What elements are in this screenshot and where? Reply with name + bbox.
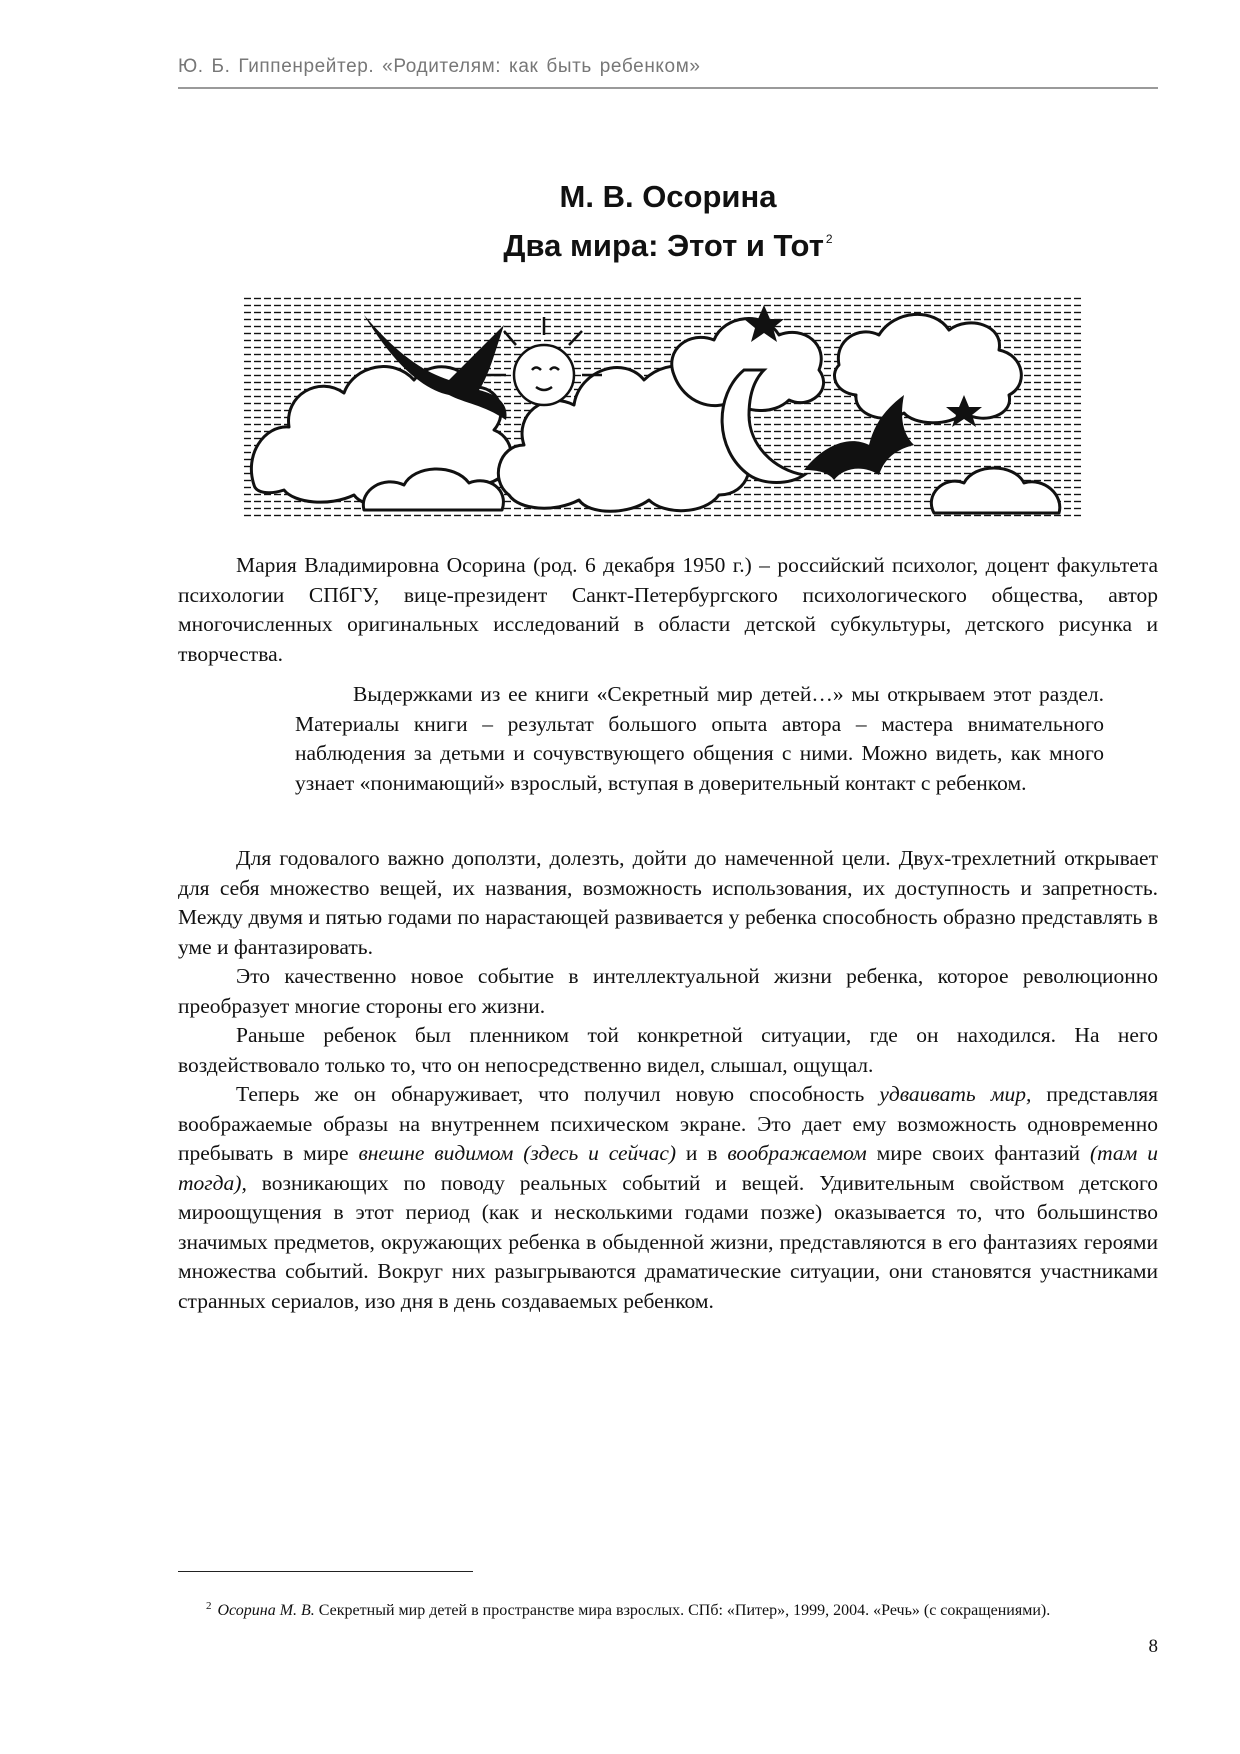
footnote-author: Осорина М. В. [217,1602,315,1619]
intro-section [178,551,1158,669]
footnote-text: Секретный мир детей в пространстве мира взрослых. СПб: «Питер», 1999, 2004. «Речь» (с сокращениями). [314,1602,1051,1619]
p4-text-5: возникающих по поводу реальных событий и вещей. Удивительным свойством детского мироощущения в этот период (как и несколькими годами позже) оказывается то, что большинство значимых предметов, окружающих ребенка в обыденной жизни, представляются в его фантазиях героями множества событий. Вокруг них разыгрываются драматические ситуации, они становятся участниками странных сериалов, изо дня в день создаваемых ребенком. [178,1170,1158,1313]
p4-emphasis-3: воображаемом [727,1141,867,1165]
chapter-work-title [178,218,1158,267]
p4-text-4: мире своих фантазий [866,1141,1090,1165]
footnote-marker: 2 [206,1600,212,1612]
header-divider [178,87,1158,89]
p4-emphasis-2: внешне видимом (здесь и сейчас) [358,1141,677,1165]
p4-emphasis-4: (там и тогда), [178,1141,1159,1195]
intro-paragraph: Мария Владимировна Осорина (род. 6 декабря 1950 г.) – российский психолог, доцент факультета психологии СПбГУ, вице-президент Санкт-Петербургского психологического общества, автор многочисленных оригинальных исследований в области детской субкультуры, детского рисунка и творчества. [178,553,1158,666]
lead-paragraph: Выдержками из ее книги «Секретный мир детей…» мы открываем этот раздел. Материалы книги – результат большого опыта автора – мастера внимательного наблюдения за детьми и сочувствующего общения с ними. Можно видеть, как много узнает «понимающий» взрослый, вступая в доверительный контакт с ребенком. [295,682,1104,795]
body-paragraph-3: Раньше ребенок был пленником той конкретной ситуации, где он находился. На него воздействовало только то, что он непосредственно видел, слышал, ощущал. [178,1023,1158,1077]
lead-section [295,680,1104,798]
body-paragraph-1: Для годовалого важно доползти, долезть, дойти до намеченной цели. Двух-трехлетний открывает для себя множество вещей, их названия, возможность использования, их доступность и запретность. Между двумя и пятью годами по нарастающей развивается у ребенка способность образно представлять в уме и фантазировать. [178,846,1158,959]
main-text [178,844,1158,1316]
cloud-top-right [834,314,1021,422]
footnote [178,1595,1158,1622]
p4-text-2: представляя воображаемые образы на внутреннем психическом экране. Это дает ему возможность одновременно пребывать в мире [178,1082,1158,1165]
p4-text-1: Теперь же он обнаруживает, что получил новую способность [236,1082,880,1106]
footnote-paragraph [178,1595,1158,1622]
sky-vignette-icon [244,295,1082,517]
p4-emphasis-1: удваивать мир, [879,1082,1032,1106]
work-title-text: Два мира: Этот и Тот [503,228,824,263]
chapter-author: М. В. Осорина [559,179,777,214]
page-number: 8 [1148,1636,1158,1657]
body-paragraph-4 [178,1080,1158,1316]
footnote-divider [178,1571,473,1572]
title-footnote-ref: 2 [825,232,833,246]
body-paragraph-2: Это качественно новое событие в интеллектуальной жизни ребенка, которое революционно преобразует многие стороны его жизни. [178,964,1158,1018]
p4-text-3: и в [676,1141,728,1165]
running-head: Ю. Б. Гиппенрейтер. «Родителям: как быть ребенком» [178,56,701,77]
chapter-title [178,176,1158,267]
